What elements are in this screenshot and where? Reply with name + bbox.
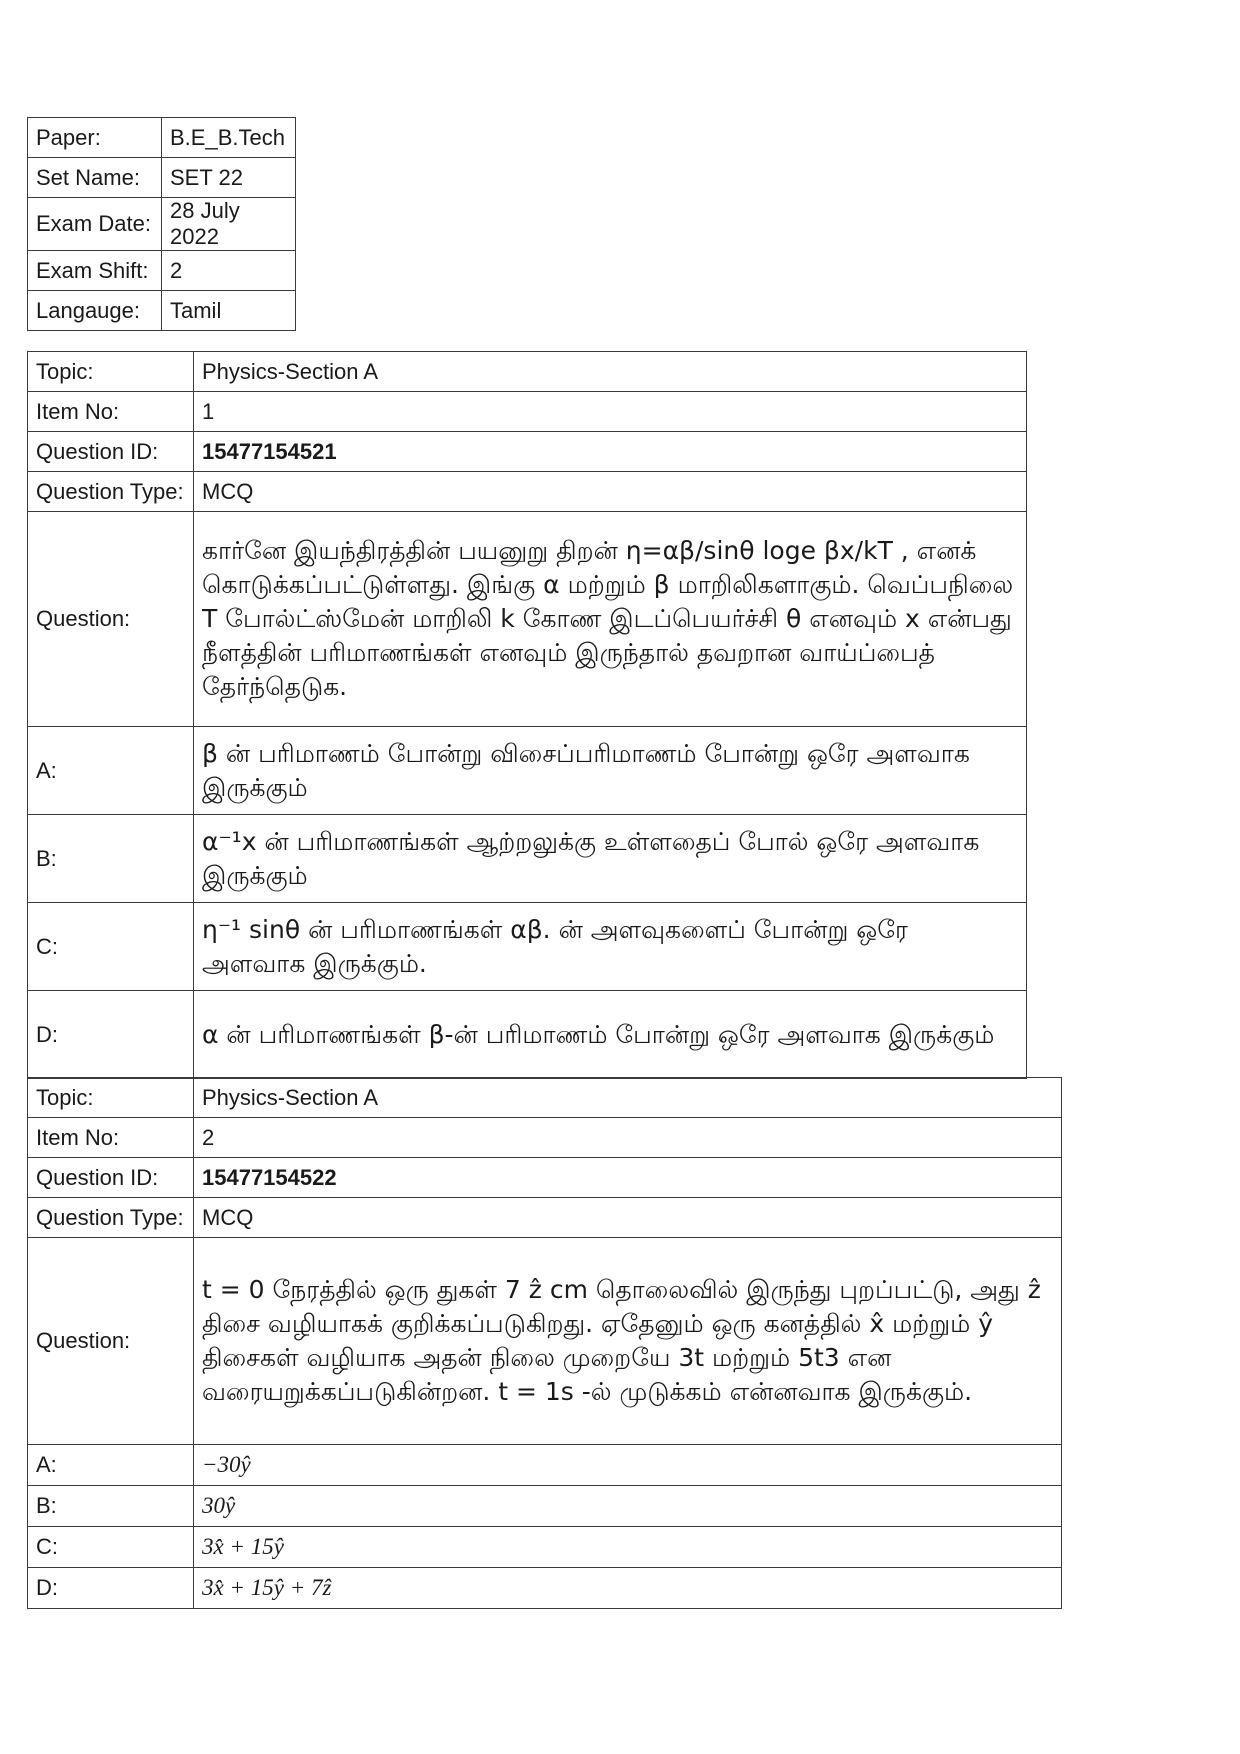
option-d-text: 3x̂ + 15ŷ + 7ẑ: [194, 1568, 1062, 1609]
option-a-row: [28, 727, 1027, 815]
meta-row-date: [28, 198, 296, 251]
option-b-row: [28, 815, 1027, 903]
option-b-label: B:: [28, 815, 194, 903]
option-b-label: B:: [28, 1486, 194, 1527]
paper-label: Paper:: [28, 118, 162, 158]
option-a-row: [28, 1445, 1062, 1486]
question-row: [28, 1238, 1062, 1445]
option-c-text: 3x̂ + 15ŷ: [194, 1527, 1062, 1568]
option-c-text: η⁻¹ sinθ ன் பரிமாணங்கள் αβ. ன் அளவுகளைப் போன்று ஒரே அளவாக இருக்கும்.: [194, 903, 1027, 991]
option-d-text: α ன் பரிமாணங்கள் β-ன் பரிமாணம் போன்று ஒரே அளவாக இருக்கும்: [194, 991, 1027, 1079]
option-b-text: 30ŷ: [194, 1486, 1062, 1527]
topic-value: Physics-Section A: [194, 352, 1027, 392]
question-label: Question:: [28, 1238, 194, 1445]
question-text: கார்னே இயந்திரத்தின் பயனுறு திறன் η=αβ/sinθ loge βx/kT , எனக் கொடுக்கப்பட்டுள்ளது. இங்கு α மற்றும் β மாறிலிகளாகும். வெப்பநிலை T போல்ட்ஸ்மேன் மாறிலி k கோண இடப்பெயர்ச்சி θ எனவும் x என்பது நீளத்தின் பரிமாணங்கள் எனவும் இருந்தால் தவறான வாய்ப்பைத் தேர்ந்தெடுக.: [194, 512, 1027, 727]
question-type-row: [28, 472, 1027, 512]
meta-row-shift: [28, 251, 296, 291]
language-label: Langauge:: [28, 291, 162, 331]
topic-label: Topic:: [28, 352, 194, 392]
option-d-row: [28, 991, 1027, 1079]
question-2-table: [27, 1077, 1062, 1609]
language-value: Tamil: [162, 291, 296, 331]
exam-date-value: 28 July 2022: [162, 198, 296, 251]
option-c-label: C:: [28, 903, 194, 991]
option-d-row: [28, 1568, 1062, 1609]
question-type-label: Question Type:: [28, 1198, 194, 1238]
option-c-label: C:: [28, 1527, 194, 1568]
option-a-text: β ன் பரிமாணம் போன்று விசைப்பரிமாணம் போன்று ஒரே அளவாக இருக்கும்: [194, 727, 1027, 815]
question-type-row: [28, 1198, 1062, 1238]
meta-row-paper: [28, 118, 296, 158]
exam-date-label: Exam Date:: [28, 198, 162, 251]
item-no-value: 1: [194, 392, 1027, 432]
question-id-row: [28, 1158, 1062, 1198]
item-no-value: 2: [194, 1118, 1062, 1158]
question-type-value: MCQ: [194, 472, 1027, 512]
question-label: Question:: [28, 512, 194, 727]
question-type-value: MCQ: [194, 1198, 1062, 1238]
option-d-label: D:: [28, 1568, 194, 1609]
topic-row: [28, 352, 1027, 392]
question-id-row: [28, 432, 1027, 472]
question-type-label: Question Type:: [28, 472, 194, 512]
set-name-value: SET 22: [162, 158, 296, 198]
item-no-label: Item No:: [28, 1118, 194, 1158]
exam-shift-value: 2: [162, 251, 296, 291]
topic-label: Topic:: [28, 1078, 194, 1118]
question-1-table: [27, 351, 1027, 1079]
meta-row-set: [28, 158, 296, 198]
item-row: [28, 392, 1027, 432]
paper-meta-table: [27, 117, 296, 331]
option-a-text: −30ŷ: [194, 1445, 1062, 1486]
option-c-row: [28, 1527, 1062, 1568]
option-a-label: A:: [28, 1445, 194, 1486]
item-no-label: Item No:: [28, 392, 194, 432]
question-id-value: 15477154521: [194, 432, 1027, 472]
question-id-label: Question ID:: [28, 432, 194, 472]
meta-row-language: [28, 291, 296, 331]
question-row: [28, 512, 1027, 727]
option-d-label: D:: [28, 991, 194, 1079]
topic-row: [28, 1078, 1062, 1118]
option-c-row: [28, 903, 1027, 991]
set-name-label: Set Name:: [28, 158, 162, 198]
topic-value: Physics-Section A: [194, 1078, 1062, 1118]
question-id-label: Question ID:: [28, 1158, 194, 1198]
option-b-row: [28, 1486, 1062, 1527]
question-text: t = 0 நேரத்தில் ஒரு துகள் 7 ẑ cm தொலைவில் இருந்து புறப்பட்டு, அது ẑ திசை வழியாகக் குறிக்கப்படுகிறது. ஏதேனும் ஒரு கனத்தில் x̂ மற்றும் ŷ திசைகள் வழியாக அதன் நிலை முறையே 3t மற்றும் 5t3 என வரையறுக்கப்படுகின்றன. t = 1s -ல் முடுக்கம் என்னவாக இருக்கும்.: [194, 1238, 1062, 1445]
option-b-text: α⁻¹x ன் பரிமாணங்கள் ஆற்றலுக்கு உள்ளதைப் போல் ஒரே அளவாக இருக்கும்: [194, 815, 1027, 903]
exam-shift-label: Exam Shift:: [28, 251, 162, 291]
item-row: [28, 1118, 1062, 1158]
paper-value: B.E_B.Tech: [162, 118, 296, 158]
option-a-label: A:: [28, 727, 194, 815]
question-id-value: 15477154522: [194, 1158, 1062, 1198]
